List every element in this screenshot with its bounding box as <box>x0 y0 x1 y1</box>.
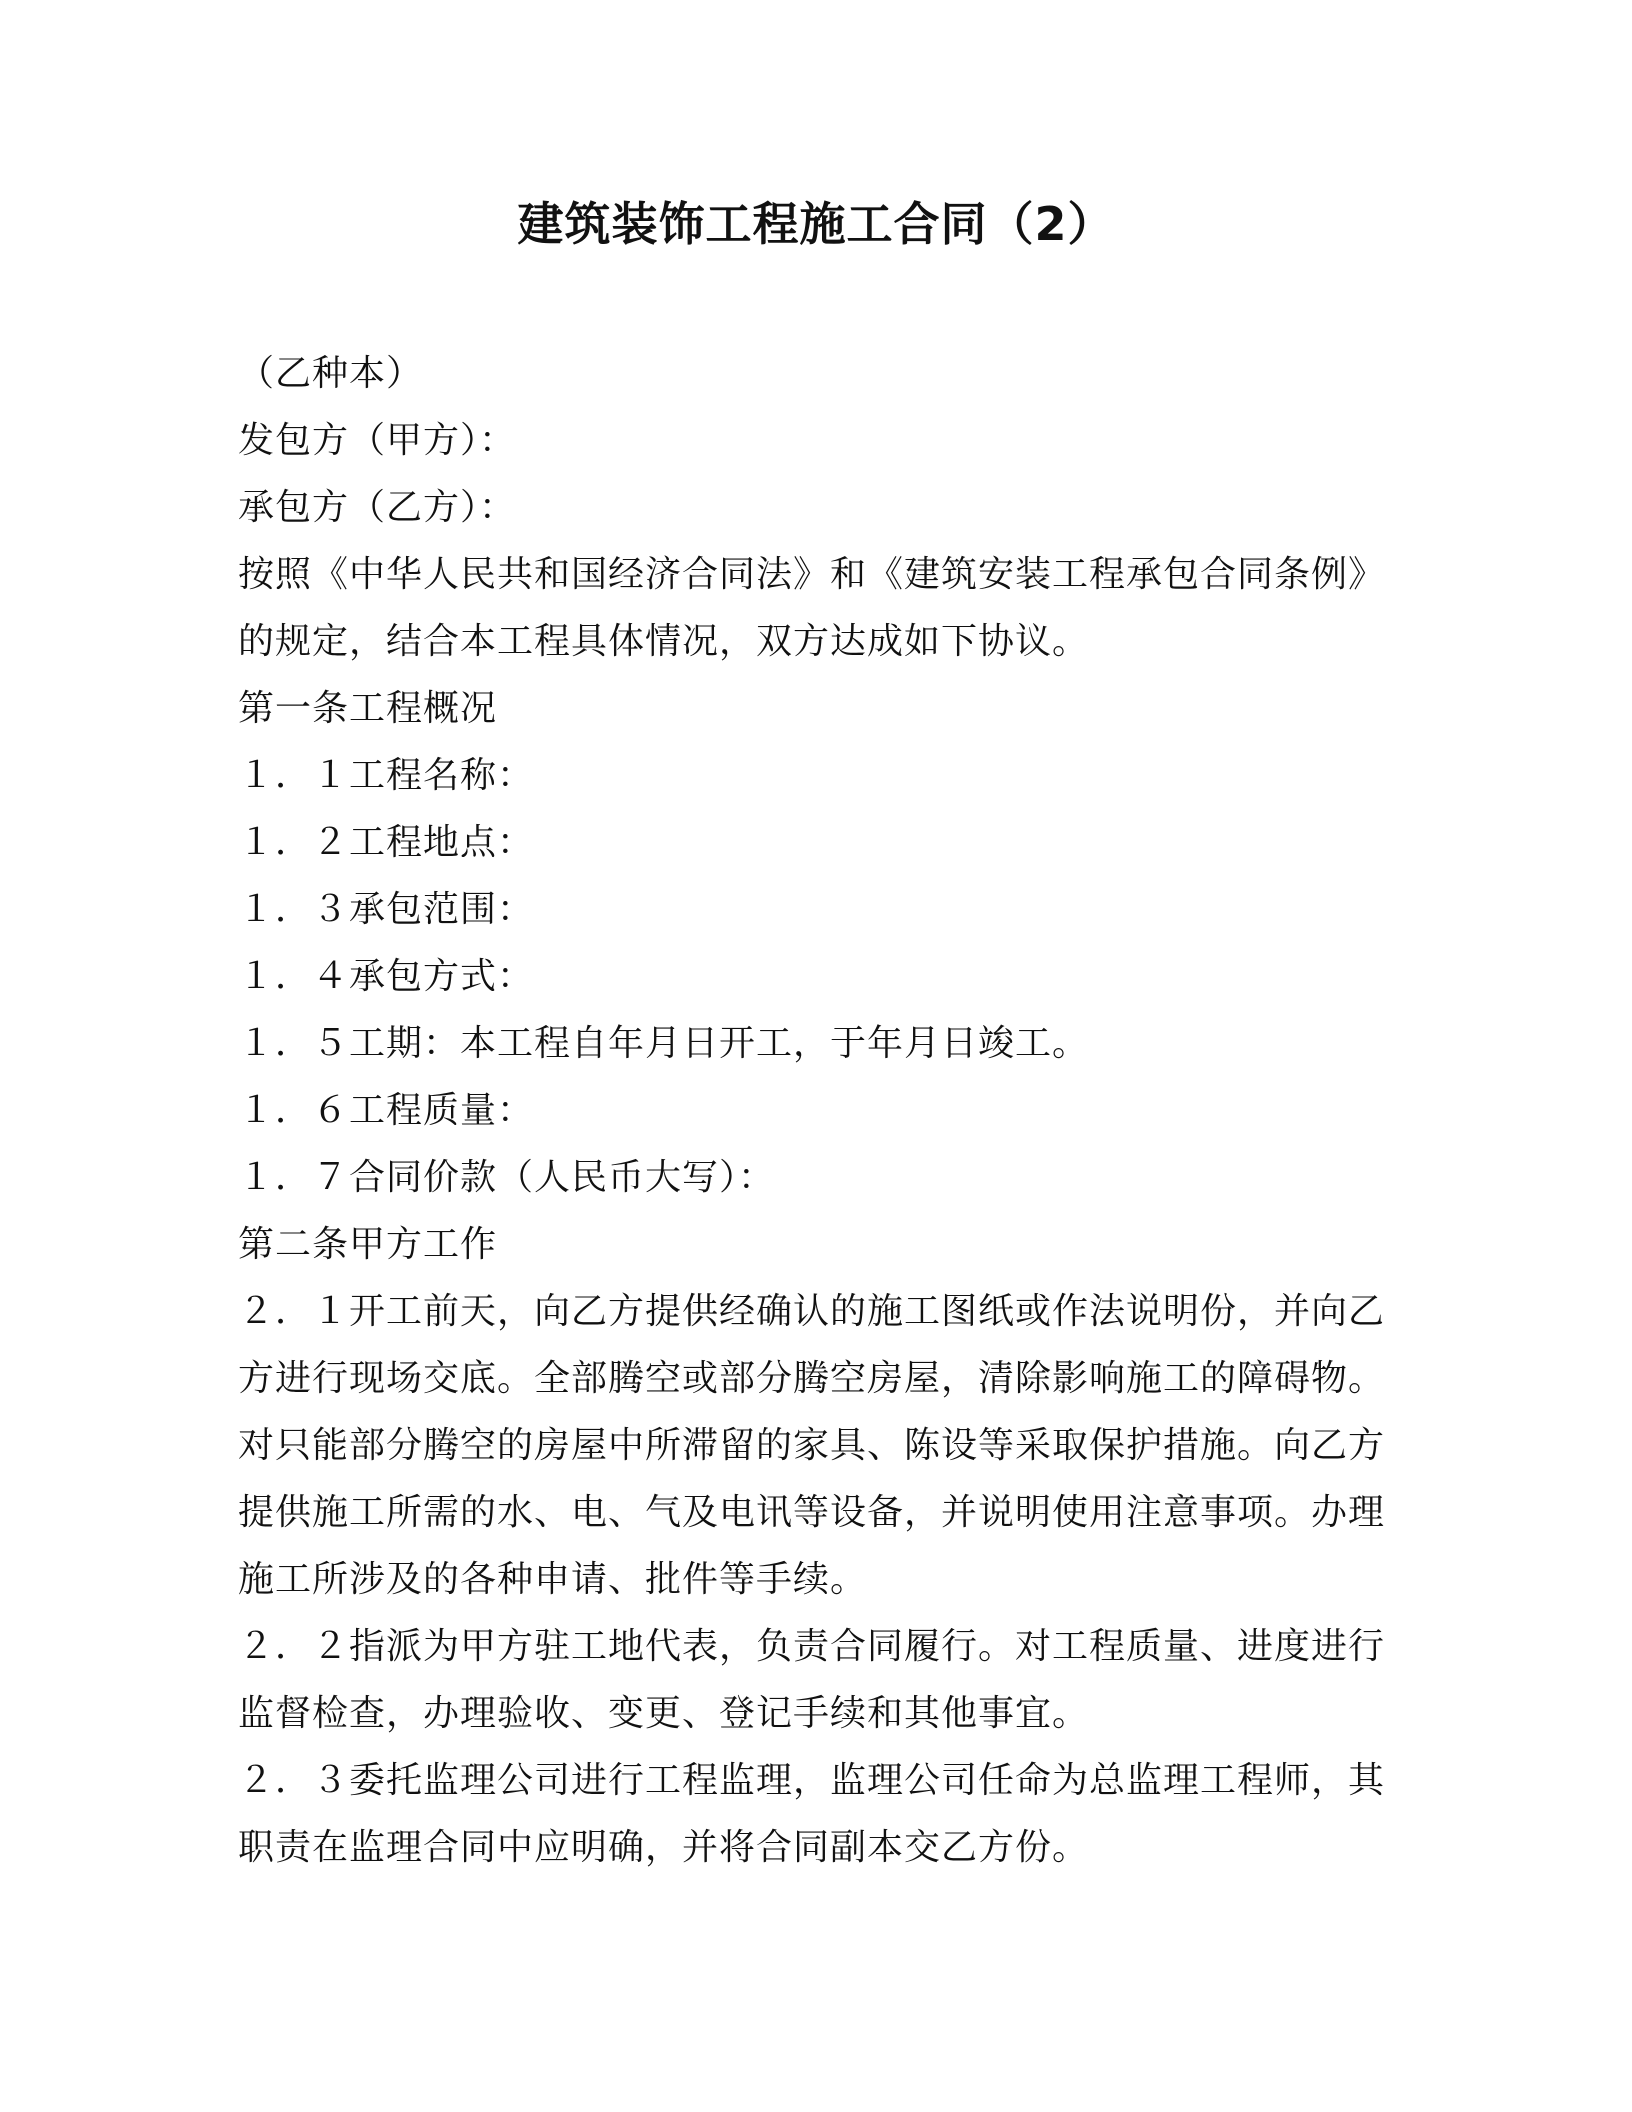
party-a-line: 发包方（甲方）： <box>238 420 517 461</box>
party-b-line: 承包方（乙方）： <box>238 487 517 528</box>
clause-line: １．６工程质量： <box>238 1090 535 1131</box>
clause-line: ２．１开工前天，向乙方提供经确认的施工图纸或作法说明份，并向乙 <box>238 1291 1386 1332</box>
clause-line: 职责在监理合同中应明确，并将合同副本交乙方份。 <box>238 1827 1090 1868</box>
clause-line: 提供施工所需的水、电、气及电讯等设备，并说明使用注意事项。办理 <box>238 1492 1386 1533</box>
article-heading: 第一条工程概况 <box>238 688 498 729</box>
article-heading: 第二条甲方工作 <box>238 1224 498 1265</box>
clause-line: 施工所涉及的各种申请、批件等手续。 <box>238 1559 868 1600</box>
clause-line: １．２工程地点： <box>238 822 535 863</box>
clause-line: １．４承包方式： <box>238 956 535 997</box>
clause-line: ２．２指派为甲方驻工地代表，负责合同履行。对工程质量、进度进行 <box>238 1626 1386 1667</box>
clause-line: 方进行现场交底。全部腾空或部分腾空房屋，清除影响施工的障碍物。 <box>238 1358 1386 1399</box>
clause-line: １．５工期：本工程自年月日开工，于年月日竣工。 <box>238 1023 1090 1064</box>
document-title: 建筑装饰工程施工合同（2） <box>517 197 1115 251</box>
clause-line: １．１工程名称： <box>238 755 535 796</box>
preamble-line: 的规定，结合本工程具体情况，双方达成如下协议。 <box>238 621 1090 662</box>
clause-line: ２．３委托监理公司进行工程监理，监理公司任命为总监理工程师，其 <box>238 1760 1386 1801</box>
contract-version: （乙种本） <box>238 353 424 394</box>
document-body <box>238 340 1394 1881</box>
clause-line: 监督检查，办理验收、变更、登记手续和其他事宜。 <box>238 1693 1090 1734</box>
clause-line: １．７合同价款（人民币大写）： <box>238 1157 776 1198</box>
preamble-line: 按照《中华人民共和国经济合同法》和《建筑安装工程承包合同条例》 <box>238 554 1386 595</box>
clause-line: １．３承包范围： <box>238 889 535 930</box>
clause-line: 对只能部分腾空的房屋中所滞留的家具、陈设等采取保护措施。向乙方 <box>238 1425 1386 1466</box>
